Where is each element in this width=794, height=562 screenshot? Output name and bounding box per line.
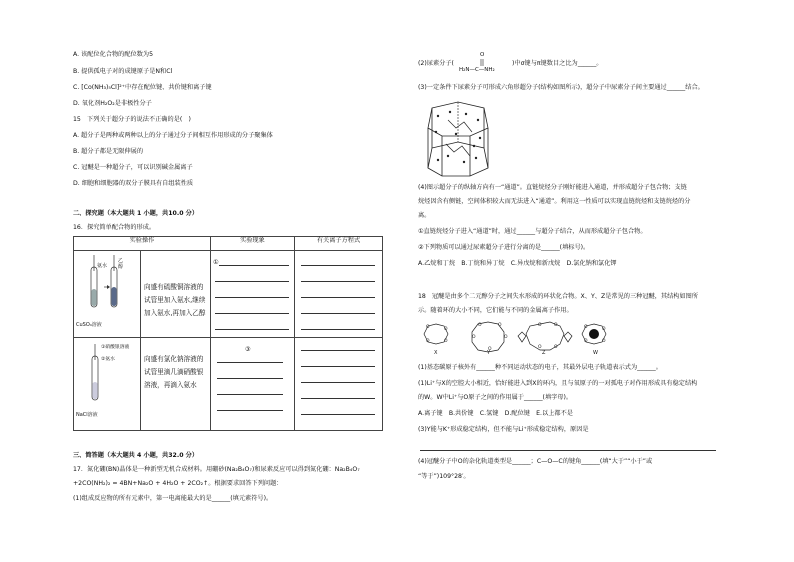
urea-formula: H₂N—C—NH₂ bbox=[459, 67, 495, 73]
section2-title: 二、探究题（本大题共 1 小题，共10.0 分） bbox=[73, 210, 199, 217]
q17-sub4-b: ②下列物质可以通过尿素超分子进行分离的是______(填标号)。 bbox=[418, 244, 590, 251]
row1-operation bbox=[141, 251, 211, 338]
svg-text:O: O bbox=[426, 339, 430, 344]
q14-option-b: B. 提供孤电子对的成键原子是N和Cl bbox=[73, 68, 173, 75]
svg-text:O: O bbox=[504, 335, 508, 340]
label-ammonia: 氨水 bbox=[97, 263, 108, 269]
svg-text:O: O bbox=[602, 339, 606, 344]
q15-option-b: B. 超分子都是无限伸展的 bbox=[73, 148, 144, 155]
q17-sub4-a: ①直链烷烃分子进入“通道”时，通过______与超分子结合，从而形成超分子包合物。 bbox=[418, 228, 647, 235]
crown-label-x: X bbox=[434, 350, 438, 356]
svg-text:O: O bbox=[444, 327, 448, 332]
svg-text:O: O bbox=[554, 345, 558, 350]
row2-mark: ③ bbox=[245, 346, 251, 353]
q14-option-d: D. 氧化剂H₂O₂是非极性分子 bbox=[73, 100, 152, 107]
row2-phenomenon bbox=[211, 338, 295, 431]
q15-option-d: D. 细胞和细胞器的双分子膜具有自组装性质 bbox=[73, 180, 194, 187]
svg-text:O: O bbox=[554, 323, 558, 328]
q18-sub4-line1: (4)冠醚分子中O的杂化轨道类型是______；C—O—C的键角______(填“大于”“小于”或 bbox=[418, 458, 653, 465]
svg-text:O: O bbox=[584, 339, 588, 344]
urea-oxygen: O bbox=[480, 52, 485, 58]
q17-sub1: (1)组成反应物的所有元素中，第一电离能最大的是______(填元素符号)。 bbox=[73, 495, 273, 502]
q14-option-a: A. 该配位化合物的配位数为5 bbox=[73, 51, 154, 58]
q18-line1: 18 冠醚是由多个二元醇分子之间失水形成的环状化合物。X、Y、Z是常见的三种冠醚，其结构如图所 bbox=[418, 293, 699, 300]
row2-text-1: 向盛有氯化钠溶液的 bbox=[144, 355, 204, 363]
urea-superstructure-figure bbox=[418, 98, 500, 180]
row1-text-3: 加入氨水,再加入乙醇 bbox=[144, 309, 206, 317]
q18-sub1b: 的W。W中Li⁺与O原子之间的作用属于______(填字母)。 bbox=[418, 394, 573, 401]
urea-double-bond bbox=[480, 59, 484, 67]
q18-sub1c: A.离子键 B.共价键 C.氢键 D.配位键 E.以上都不是 bbox=[418, 410, 573, 417]
q17-sub3: (3)一定条件下尿素分子可形成六角形超分子(结构如图所示)，超分子中尿素分子间主要通过______结合。 bbox=[418, 84, 704, 91]
row2-apparatus bbox=[74, 338, 141, 431]
row1-equation bbox=[295, 251, 383, 338]
crown-label-y: Y bbox=[487, 350, 491, 356]
q17-line1: 17．氮化硼(BN)晶体是一种新型无机合成材料。用硼砂(Na₂B₄O₇)和尿素反应可以得到氮化硼：Na₂B₄O₇ bbox=[73, 466, 360, 473]
q14-option-c: C. [Co(NH₃)₅Cl]²⁺中存在配位键、共价键和离子键 bbox=[73, 84, 212, 91]
q17-sub4-options: A.乙烷和丁烷 B.丁烷和异丁烷 C.异戊烷和新戊烷 D.氯化钠和氯化钾 bbox=[418, 260, 617, 267]
section3-title: 三、简答题（本大题共 4 小题，共32.0 分） bbox=[73, 452, 199, 459]
q15-option-a: A. 超分子是两种或两种以上的分子通过分子间相互作用形成的分子聚集体 bbox=[73, 132, 273, 139]
crown-label-w: W bbox=[593, 350, 598, 356]
q18-sub4-line2: “等于”)109°28′。 bbox=[418, 473, 470, 480]
q18-sub1: (1)Li⁺与X的空腔大小相近，恰好能进入到X的环内，且与氧原子的一对孤电子对作用形成具有稳定结构 bbox=[418, 380, 698, 387]
svg-text:O: O bbox=[602, 327, 606, 332]
row1-apparatus bbox=[74, 251, 141, 338]
svg-text:O: O bbox=[538, 323, 542, 328]
svg-text:O: O bbox=[488, 347, 492, 352]
svg-text:O: O bbox=[538, 345, 542, 350]
svg-text:O: O bbox=[498, 323, 502, 328]
row1-text-2: 试管里加入氨水,继续 bbox=[144, 296, 206, 304]
svg-text:O: O bbox=[426, 325, 430, 330]
header-phenomenon: 实验现象 bbox=[211, 237, 295, 251]
q17-sub4-line2: 烷烃因含有侧链，空间体积较大而无法进入“通道”。利用这一性质可以实现直链烷烃和支链烷烃的分 bbox=[418, 198, 691, 205]
crown-label-z: Z bbox=[542, 350, 546, 356]
svg-text:O: O bbox=[584, 325, 588, 330]
q18-line2: 示。随着环的大小不同，它们能与不同的金属离子作用。 bbox=[418, 307, 573, 314]
q18-sub3-answer-line bbox=[420, 450, 716, 451]
label-nacl: NaCl溶液 bbox=[76, 412, 98, 418]
q17-sub4-line1: (4)图示超分子的纵轴方向有一“通道”。直链烷烃分子刚好能进入通道，并形成超分子包合物；支链 bbox=[418, 184, 687, 191]
row1-phenomenon bbox=[211, 251, 295, 338]
svg-text:O: O bbox=[478, 323, 482, 328]
q17-sub2-pre: (2)尿素分子( bbox=[418, 60, 454, 67]
row2-text-2: 试管里滴几滴硝酸银 bbox=[144, 368, 204, 376]
q16-stem: 16．探究简单配合物的形成。 bbox=[73, 224, 156, 231]
q15-option-c: C. 冠醚是一种超分子，可以识别碱金属离子 bbox=[73, 164, 193, 171]
q17-sub2-post: )中σ键与π键数目之比为______。 bbox=[512, 60, 603, 67]
row1-mark: ① bbox=[213, 259, 219, 266]
q18-sub-pre: (1)基态碳原子核外有______种不同运动状态的电子，其最外层电子轨道表示式为______。 bbox=[418, 364, 662, 371]
experiment-table bbox=[73, 236, 383, 431]
row2-text-3: 溶液，再滴入氨水 bbox=[144, 381, 197, 389]
header-operation: 实验操作 bbox=[74, 237, 211, 251]
header-equation: 有关离子方程式 bbox=[295, 237, 383, 251]
row1-text-1: 向盛有硫酸铜溶液的 bbox=[144, 283, 204, 291]
svg-text:O: O bbox=[444, 339, 448, 344]
q18-sub3: (3)Y能与K⁺形成稳定结构，但不能与Li⁺形成稳定结构，原因是 bbox=[418, 426, 589, 433]
svg-text:O: O bbox=[472, 335, 476, 340]
q15-stem: 15 下列关于超分子的说法不正确的是( ) bbox=[73, 116, 191, 123]
q17-line2: +2CO(NH₂)₂ = 4BN+Na₂O + 4H₂O + 2CO₂↑。根据要求回答下列问题： bbox=[73, 480, 283, 487]
label-agno3: ①硝酸银溶液 bbox=[101, 345, 130, 350]
label-ethanol: 乙醇 bbox=[118, 258, 124, 270]
q17-sub4-line3: 离。 bbox=[418, 212, 431, 219]
row2-equation bbox=[295, 338, 383, 431]
row2-operation bbox=[141, 338, 211, 431]
crown-ether-figures bbox=[418, 320, 618, 360]
label-cuso4: CuSO₄溶液 bbox=[76, 322, 102, 328]
label-ammonia-2: ②氨水 bbox=[101, 357, 115, 362]
